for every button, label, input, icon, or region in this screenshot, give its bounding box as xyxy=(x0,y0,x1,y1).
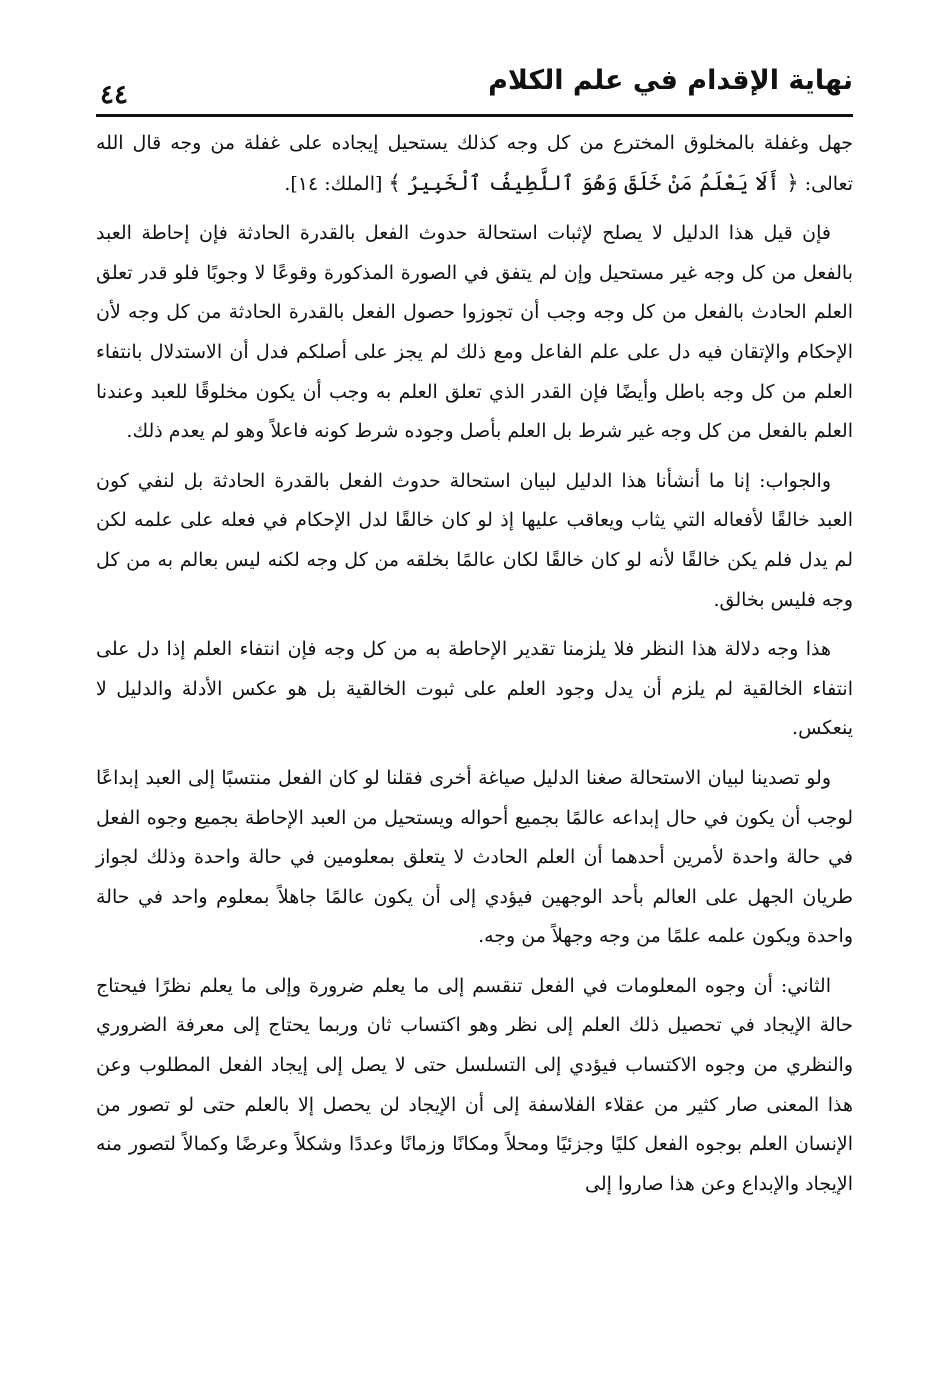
book-title: نهاية الإقدام في علم الكلام xyxy=(488,65,853,96)
body-text xyxy=(96,124,853,1214)
page-number: ٤٤ xyxy=(100,80,128,110)
paragraph: فإن قيل هذا الدليل لا يصلح لإثبات استحالة حدوث الفعل بالقدرة الحادثة فإن إحاطة العبد بالفعل من كل وجه غير مستحيل وإن لم يتفق في الصورة المذكورة وقوعًا لا وجوبًا فلو قدر تعلق العلم الحادث بالفعل من كل وجه وجب أن تجوزوا حصول الفعل بالقدرة الحادثة من كل وجه لأن الإحكام والإتقان فيه دل على علم الفاعل ومع ذلك لم يجز على أصلكم فدل أن الاستدلال بانتفاء العلم من كل وجه باطل وأيضًا فإن القدر الذي تعلق العلم به وجب أن يكون مخلوقًا للعبد وعندنا العلم بالفعل من كل وجه غير شرط بل العلم بأصل وجوده شرط كونه فاعلاً وهو لم يعدم ذلك. xyxy=(96,222,853,443)
paragraph: الثاني: أن وجوه المعلومات في الفعل تنقسم إلى ما يعلم ضرورة وإلى ما يعلم نظرًا فيحتاج حالة الإيجاد في تحصيل ذلك العلم إلى نظر وهو اكتساب ثان وربما يحتاج إلى معرفة الضروري والنظري من وجوه الاكتساب فيؤدي إلى التسلسل حتى لا يصل إلى إيجاد الفعل المطلوب وعن هذا المعنى صار كثير من عقلاء الفلاسفة إلى أن الإيجاد لن يحصل إلا بالعلم حتى لو تصور من الإنسان العلم بوجوه الفعل كليًا وجزئيًا ومحلاً ومكانًا وزمانًا وعددًا وشكلاً وعرضًا وكمالاً لتصور منه الإيجاد والإبداع وعن هذا صاروا إلى xyxy=(96,974,853,1195)
header-divider xyxy=(96,114,853,117)
running-header xyxy=(96,62,853,110)
paragraph: ولو تصدينا لبيان الاستحالة صغنا الدليل صياغة أخرى فقلنا لو كان الفعل منتسبًا إلى العبد إبداعًا لوجب أن يكون في حال إبداعه عالمًا بجميع أحواله ويستحيل من العبد الإحاطة بجميع وجوه الفعل في حالة واحدة لأمرين أحدهما أن العلم الحادث لا يتعلق بمعلومين في حالة واحدة وذلك لجواز طريان الجهل على العالم بأحد الوجهين فيؤدي إلى أن يكون عالمًا جاهلاً بمعلوم واحد في حالة واحدة ويكون علمه علمًا من وجه وجهلاً من وجه. xyxy=(96,766,853,948)
quran-verse: ﴿ أَلَا يَعْلَمُ مَنْ خَلَقَ وَهُوَ ٱللَّطِيفُ ٱلْخَبِيرُ ﴾ xyxy=(388,170,799,195)
paragraph-text: جهل وغفلة بالمخلوق المخترع من كل وجه كذلك يستحيل إيجاده على غفلة من وجه قال الله تعالى: xyxy=(96,132,853,195)
paragraph: هذا وجه دلالة هذا النظر فلا يلزمنا تقدير الإحاطة به من كل وجه فإن انتفاء العلم إذا دل على انتفاء الخالقية لم يلزم أن يدل وجود العلم على ثبوت الخالقية بل هو عكس الأدلة والدليل لا ينعكس. xyxy=(96,638,853,740)
paragraph: والجواب: إنا ما أنشأنا هذا الدليل لبيان استحالة حدوث الفعل بالقدرة الحادثة بل لنفي كون العبد خالقًا لأفعاله التي يثاب ويعاقب عليها إذ لو كان خالقًا لدل الإحكام في فعله على علمه لكن لم يدل فلم يكن خالقًا لأنه لو كان خالقًا لكان عالمًا بخلقه من كل وجه لكنه ليس بعالم به من كل وجه فليس بخالق. xyxy=(96,469,853,611)
verse-reference: [الملك: ١٤]. xyxy=(284,172,389,195)
paragraph xyxy=(96,124,853,204)
